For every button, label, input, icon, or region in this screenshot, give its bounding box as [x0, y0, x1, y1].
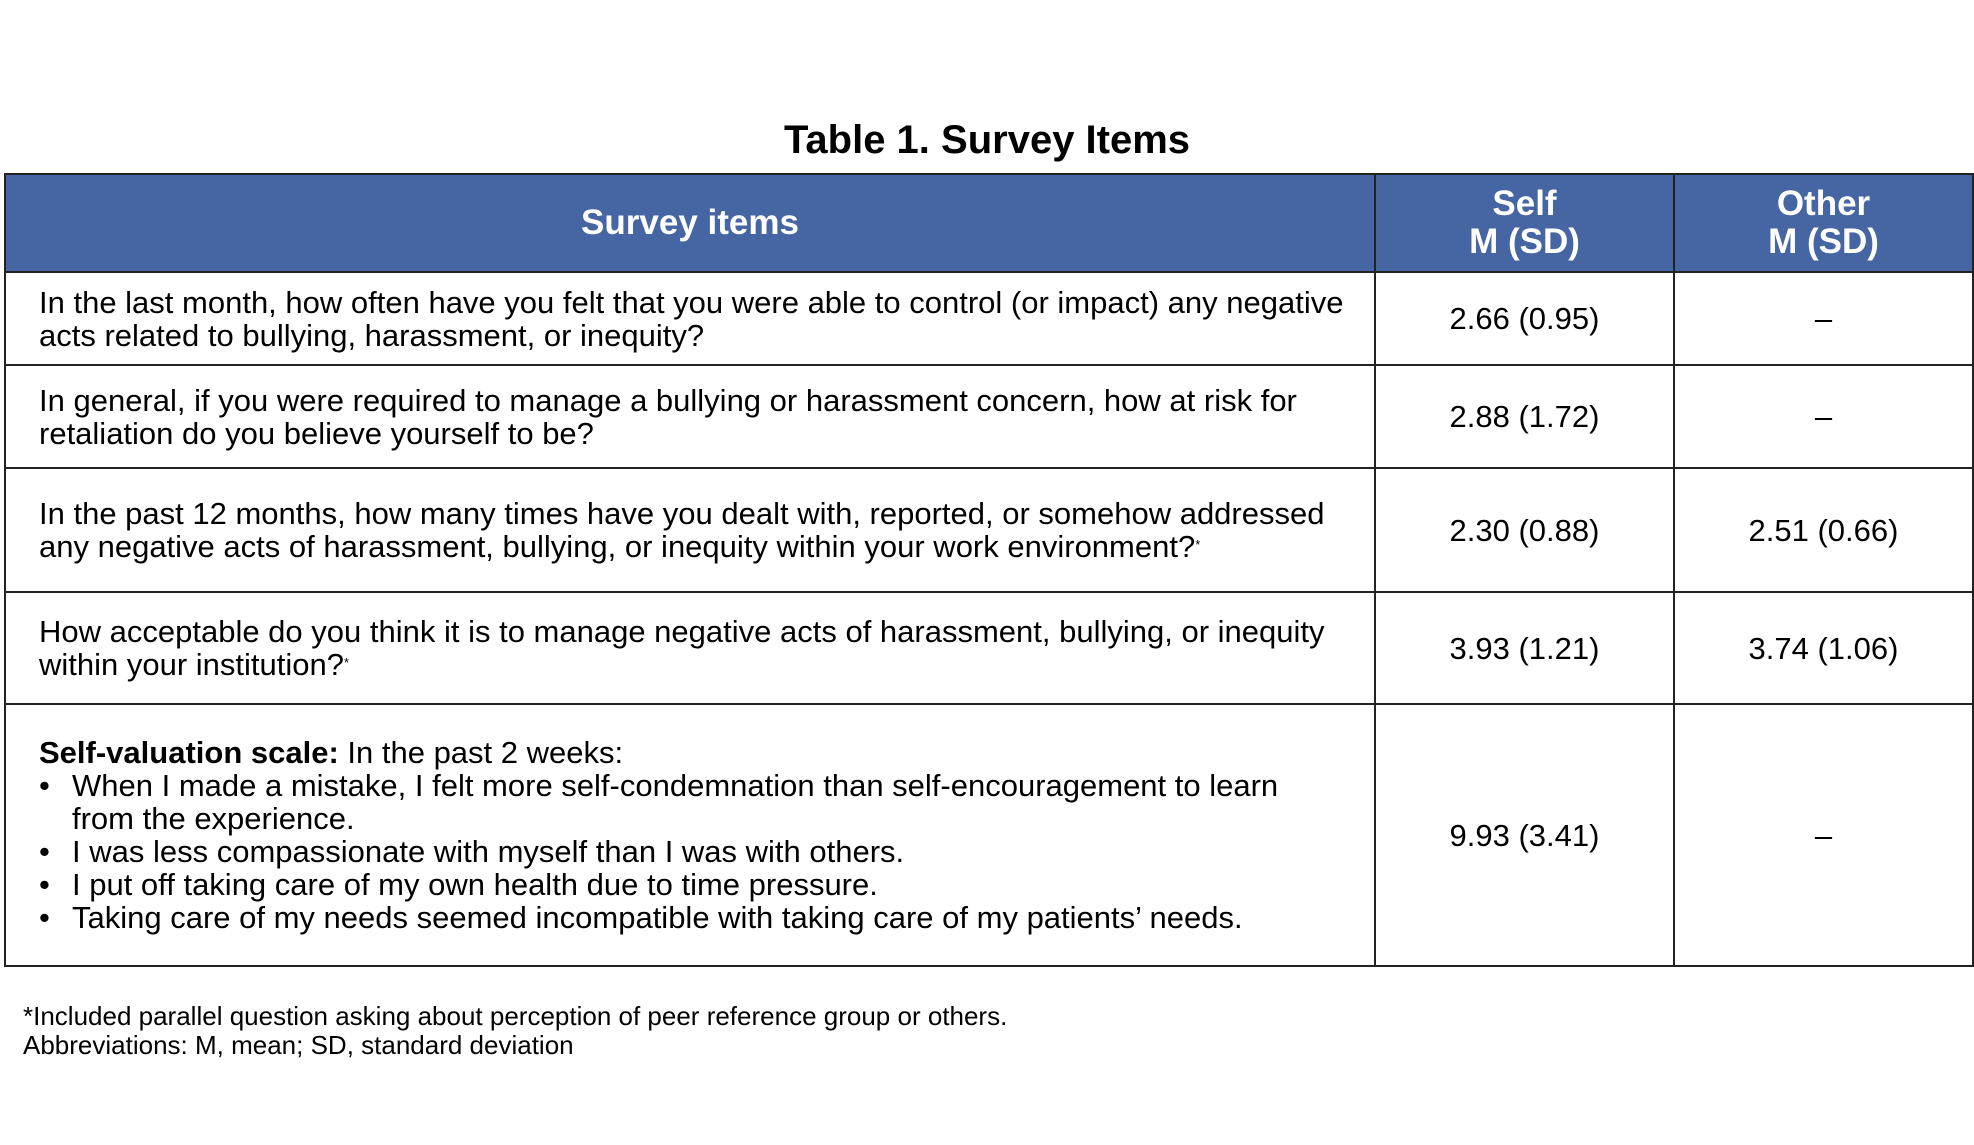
table-title: Table 1. Survey Items	[783, 118, 1191, 162]
footnote-parallel-question: *Included parallel question asking about perception of peer reference group or others.	[23, 1001, 1008, 1031]
self-value: 3.93 (1.21)	[1375, 592, 1674, 704]
header-self	[1375, 174, 1674, 272]
header-self-stat: M (SD)	[1469, 222, 1580, 261]
bullet-icon: •	[39, 900, 50, 935]
survey-table	[4, 173, 1974, 967]
table-row	[5, 468, 1973, 592]
bullet-text: When I made a mistake, I felt more self-condemnation than self-encouragement to learn from the experience.	[72, 768, 1279, 836]
table-row	[5, 704, 1973, 966]
self-value: 2.30 (0.88)	[1375, 468, 1674, 592]
footnote-abbreviations: Abbreviations: M, mean; SD, standard deviation	[23, 1030, 574, 1060]
survey-item-text: In the last month, how often have you felt that you were able to control (or impact) any negative acts related to bullying, harassment, or inequity?	[5, 272, 1375, 365]
other-value: –	[1674, 704, 1973, 966]
header-other-label: Other	[1776, 184, 1871, 223]
survey-item-text: In the past 12 months, how many times have you dealt with, reported, or somehow addressed any negative acts of harassment, bullying, or inequity within your work environment?	[39, 496, 1325, 564]
self-value: 2.88 (1.72)	[1375, 365, 1674, 468]
self-valuation-scale-cell	[5, 704, 1375, 966]
survey-item-cell	[5, 468, 1375, 592]
table-row	[5, 365, 1973, 468]
list-item	[39, 868, 1354, 901]
bullet-text: I was less compassionate with myself than I was with others.	[72, 834, 905, 869]
survey-item-cell	[5, 592, 1375, 704]
bullet-icon: •	[39, 768, 50, 803]
bullet-text: Taking care of my needs seemed incompatible with taking care of my patients’ needs.	[72, 900, 1243, 935]
table-footnotes	[23, 1002, 1007, 1060]
scale-bullet-list	[39, 769, 1354, 934]
bullet-icon: •	[39, 867, 50, 902]
other-value: –	[1674, 272, 1973, 365]
self-value: 2.66 (0.95)	[1375, 272, 1674, 365]
header-survey-items: Survey items	[5, 174, 1375, 272]
header-self-label: Self	[1492, 184, 1557, 223]
header-other	[1674, 174, 1973, 272]
other-value: 3.74 (1.06)	[1674, 592, 1973, 704]
bullet-icon: •	[39, 834, 50, 869]
self-value: 9.93 (3.41)	[1375, 704, 1674, 966]
header-row	[5, 174, 1973, 272]
list-item	[39, 835, 1354, 868]
list-item	[39, 901, 1354, 934]
table-row	[5, 592, 1973, 704]
scale-intro	[39, 736, 1354, 769]
scale-label: Self-valuation scale:	[39, 735, 339, 770]
footnote-marker: *	[1195, 537, 1201, 552]
other-value: 2.51 (0.66)	[1674, 468, 1973, 592]
footnote-marker: *	[344, 655, 350, 670]
header-other-stat: M (SD)	[1768, 222, 1879, 261]
survey-item-text: In general, if you were required to manage a bullying or harassment concern, how at risk for retaliation do you believe yourself to be?	[5, 365, 1375, 468]
other-value: –	[1674, 365, 1973, 468]
survey-item-text: How acceptable do you think it is to manage negative acts of harassment, bullying, or inequity within your institution?	[39, 614, 1325, 682]
scale-intro-text: In the past 2 weeks:	[338, 735, 624, 770]
list-item	[39, 769, 1354, 835]
table-row	[5, 272, 1973, 365]
bullet-text: I put off taking care of my own health due to time pressure.	[72, 867, 878, 902]
